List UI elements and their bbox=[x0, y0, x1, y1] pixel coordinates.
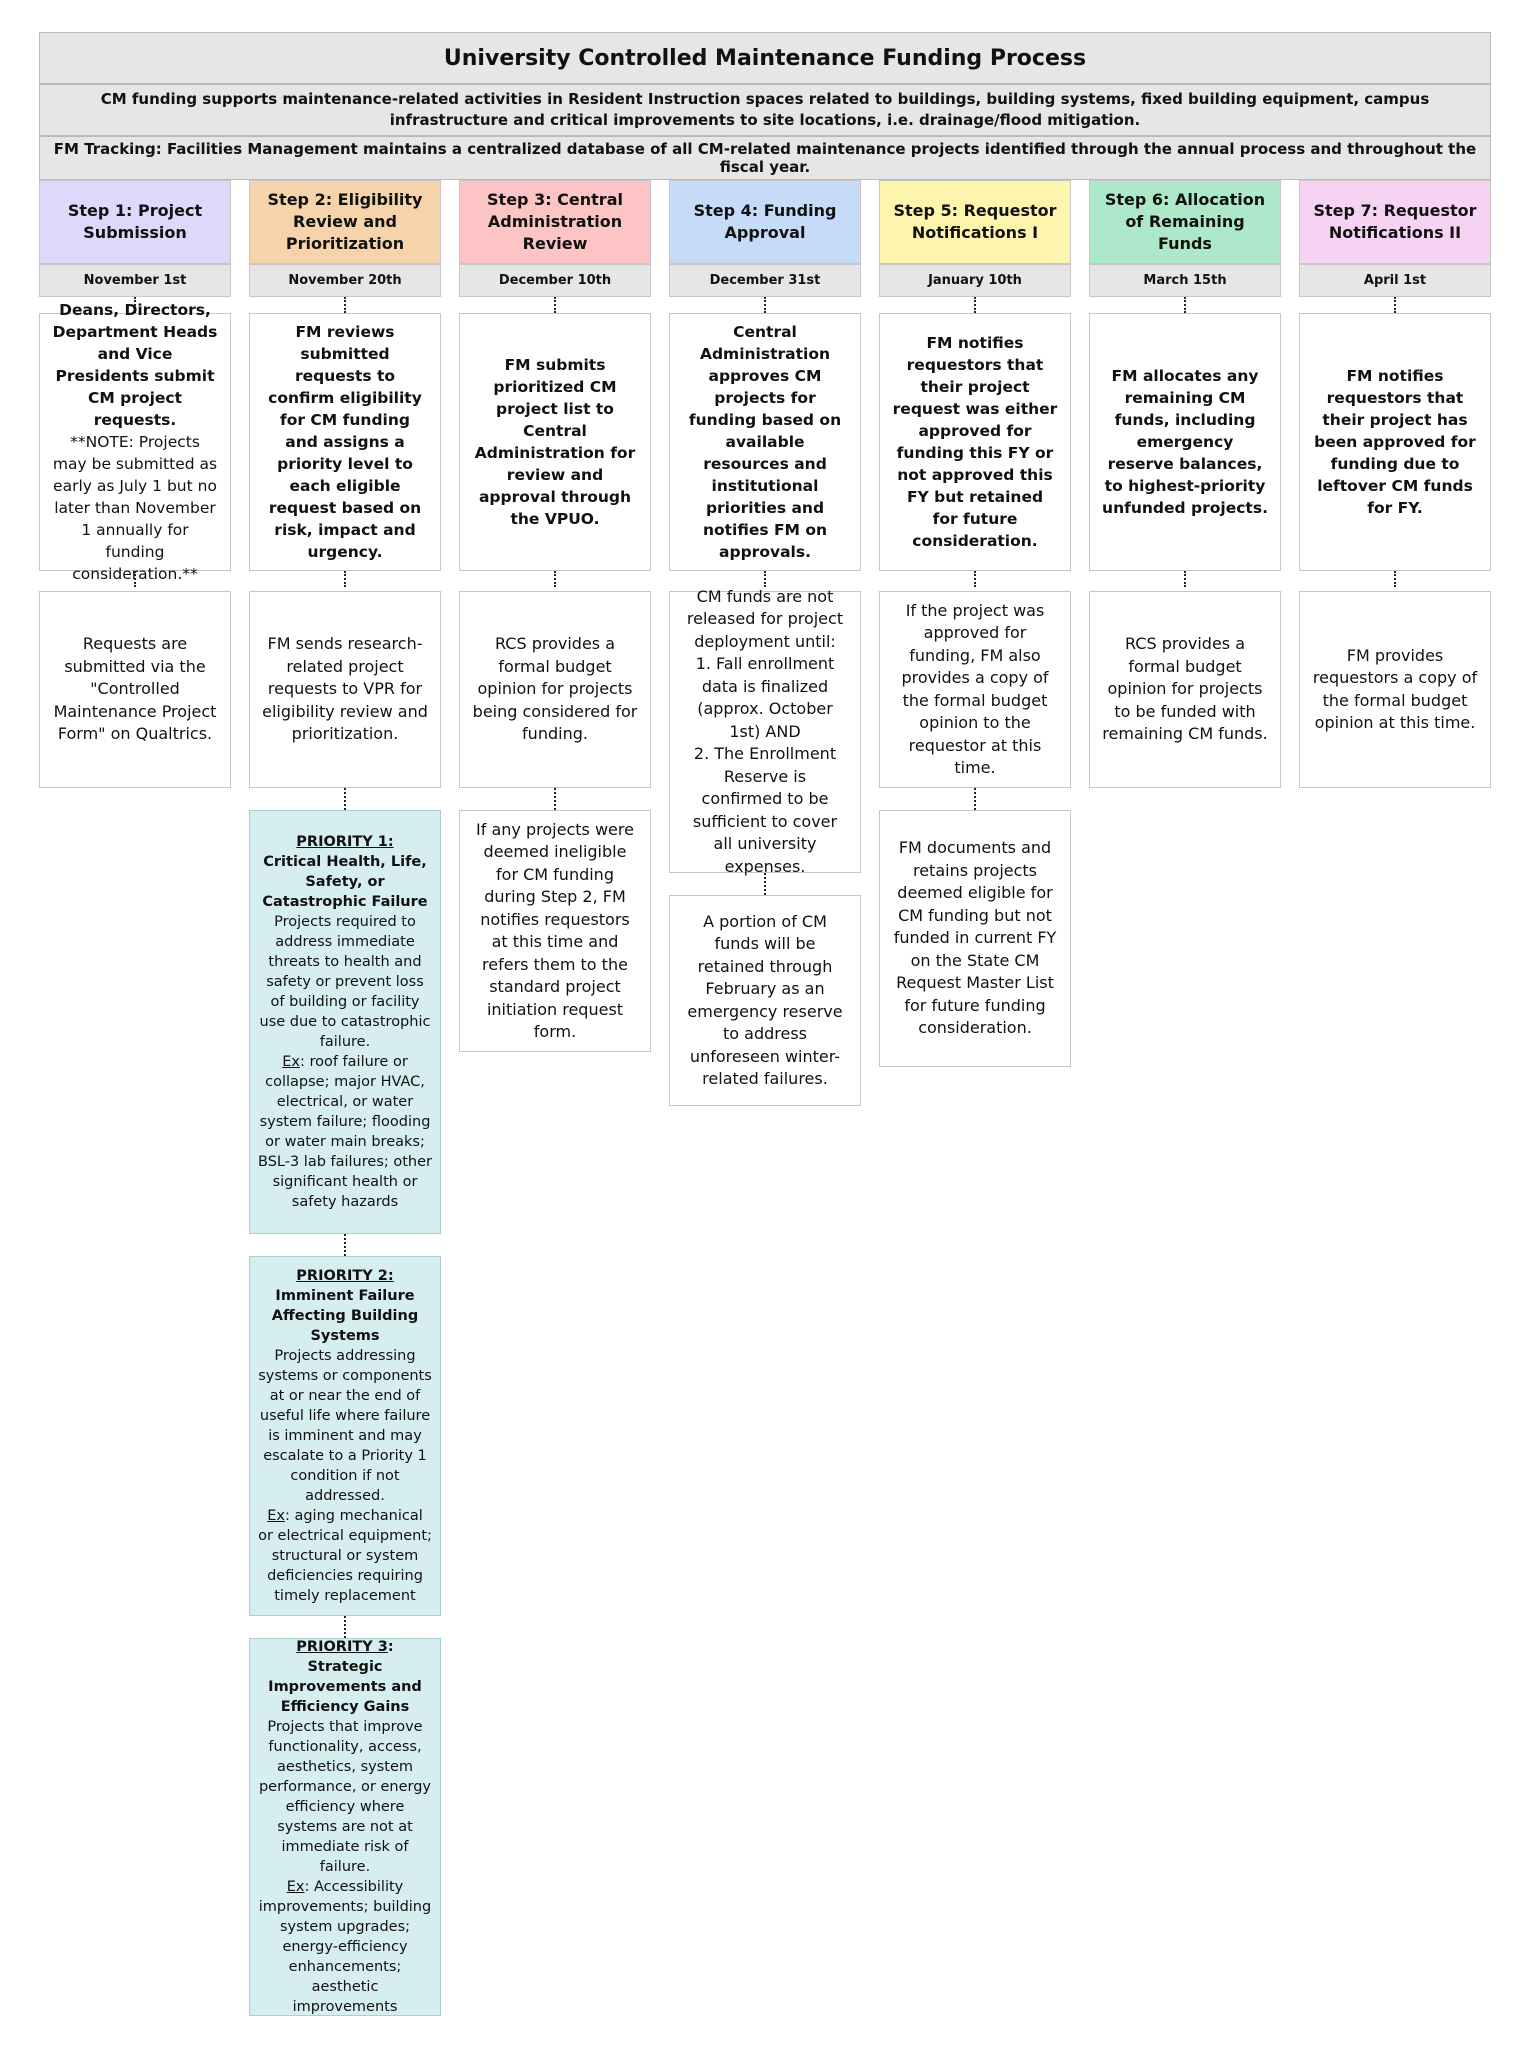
step-2-date: November 20th bbox=[249, 264, 441, 297]
priority-3-box bbox=[249, 1638, 441, 2016]
step-3-connector bbox=[554, 788, 556, 810]
step-6-connector bbox=[1184, 571, 1186, 587]
step-6-connector bbox=[1184, 297, 1186, 313]
priority-2-ex-label: Ex bbox=[267, 1508, 285, 1524]
step-1-detail: Requests are submitted via the "Controlled Maintenance Project Form" on Qualtrics. bbox=[39, 591, 231, 788]
priority-1-ex-text: : roof failure or collapse; major HVAC, electrical, or water system failure; flooding or water main breaks; BSL-3 lab failures; other significant health or safety hazards bbox=[258, 1054, 432, 1210]
priority-1-ex-label: Ex bbox=[282, 1054, 300, 1070]
priority-1-title: Critical Health, Life, Safety, or Catastrophic Failure bbox=[262, 854, 428, 910]
step-3-connector bbox=[554, 297, 556, 313]
step-7-date: April 1st bbox=[1299, 264, 1491, 297]
step-3-connector bbox=[554, 571, 556, 587]
tracking-banner: FM Tracking: Facilities Management maintains a centralized database of all CM-related maintenance projects identified through the annual process and throughout the fiscal year. bbox=[39, 136, 1491, 180]
priority-1-examples bbox=[258, 1052, 432, 1212]
step-3-detail: RCS provides a formal budget opinion for projects being considered for funding. bbox=[459, 591, 651, 788]
step-6-main: FM allocates any remaining CM funds, including emergency reserve balances, to highest-priority unfunded projects. bbox=[1089, 313, 1281, 571]
step-3-main: FM submits prioritized CM project list to Central Administration for review and approval through the VPUO. bbox=[459, 313, 651, 571]
priority-2-box bbox=[249, 1256, 441, 1616]
step-6-detail: RCS provides a formal budget opinion for projects to be funded with remaining CM funds. bbox=[1089, 591, 1281, 788]
step-4-detail-line: 2. The Enrollment Reserve is confirmed to be sufficient to cover all university expenses. bbox=[692, 744, 838, 876]
step-3-extra: If any projects were deemed ineligible for CM funding during Step 2, FM notifies requestors at this time and refers them to the standard project initiation request form. bbox=[459, 810, 651, 1052]
step-4-header: Step 4: Funding Approval bbox=[669, 180, 861, 264]
step-7-detail: FM provides requestors a copy of the formal budget opinion at this time. bbox=[1299, 591, 1491, 788]
step-4-connector bbox=[764, 297, 766, 313]
step-2-connector bbox=[344, 297, 346, 313]
step-2-main: FM reviews submitted requests to confirm eligibility for CM funding and assigns a priority level to each eligible request based on risk, impact and urgency. bbox=[249, 313, 441, 571]
step-1-main-text: Deans, Directors, Department Heads and Vice Presidents submit CM project requests. bbox=[52, 301, 218, 429]
step-5-header: Step 5: Requestor Notifications I bbox=[879, 180, 1071, 264]
priority-1-desc: Projects required to address immediate threats to health and safety or prevent loss of building or facility use due to catastrophic failure. bbox=[259, 914, 431, 1050]
step-2-detail: FM sends research-related project requests to VPR for eligibility review and prioritization. bbox=[249, 591, 441, 788]
step-4-detail-line: CM funds are not released for project deployment until: bbox=[686, 586, 844, 651]
priority-2-title: Imminent Failure Affecting Building Systems bbox=[271, 1288, 419, 1344]
step-7-connector bbox=[1394, 571, 1396, 587]
step-4-extra: A portion of CM funds will be retained through February as an emergency reserve to address unforeseen winter-related failures. bbox=[669, 895, 861, 1106]
priority-3-ex-text: : Accessibility improvements; building system upgrades; energy-efficiency enhancements; aesthetic improvements bbox=[258, 1879, 432, 2015]
step-5-detail: If the project was approved for funding, FM also provides a copy of the formal budget opinion to the requestor at this time. bbox=[879, 591, 1071, 788]
step-5-date: January 10th bbox=[879, 264, 1071, 297]
step-5-extra: FM documents and retains projects deemed eligible for CM funding but not funded in current FY on the State CM Request Master List for future funding consideration. bbox=[879, 810, 1071, 1067]
priority-1-label: PRIORITY 1: bbox=[296, 834, 394, 850]
step-2-connector bbox=[344, 788, 346, 810]
step-5-connector bbox=[974, 297, 976, 313]
page-title: University Controlled Maintenance Funding Process bbox=[39, 32, 1491, 84]
step-4-connector bbox=[764, 571, 766, 587]
step-7-connector bbox=[1394, 297, 1396, 313]
step-7-main: FM notifies requestors that their project has been approved for funding due to leftover CM funds for FY. bbox=[1299, 313, 1491, 571]
step-5-connector bbox=[974, 571, 976, 587]
priority-2-desc: Projects addressing systems or components at or near the end of useful life where failure is imminent and may escalate to a Priority 1 condition if not addressed. bbox=[258, 1348, 432, 1504]
priority-2-ex-text: : aging mechanical or electrical equipment; structural or system deficiencies requiring timely replacement bbox=[258, 1508, 432, 1604]
step-3-header: Step 3: Central Administration Review bbox=[459, 180, 651, 264]
priority-2-examples bbox=[258, 1506, 432, 1606]
priority-1-box bbox=[249, 810, 441, 1234]
step-1-date: November 1st bbox=[39, 264, 231, 297]
step-4-connector bbox=[764, 873, 766, 895]
step-1-connector bbox=[134, 571, 136, 587]
priority-connector bbox=[344, 1616, 346, 1638]
step-5-connector bbox=[974, 788, 976, 810]
priority-2-label: PRIORITY 2: bbox=[296, 1268, 394, 1284]
step-3-date: December 10th bbox=[459, 264, 651, 297]
step-7-header: Step 7: Requestor Notifications II bbox=[1299, 180, 1491, 264]
priority-3-label: PRIORITY 3 bbox=[296, 1639, 388, 1655]
step-4-main: Central Administration approves CM projects for funding based on available resources and institutional priorities and notifies FM on approvals. bbox=[669, 313, 861, 571]
step-5-main: FM notifies requestors that their project request was either approved for funding this FY or not approved this FY but retained for future consideration. bbox=[879, 313, 1071, 571]
priority-3-label-suffix: : bbox=[387, 1639, 394, 1655]
priority-3-ex-label: Ex bbox=[286, 1879, 305, 1895]
step-4-detail bbox=[669, 586, 861, 876]
step-2-header: Step 2: Eligibility Review and Prioritization bbox=[249, 180, 441, 264]
priority-connector bbox=[344, 1234, 346, 1256]
priority-3-examples bbox=[258, 1877, 432, 2017]
intro-banner: CM funding supports maintenance-related activities in Resident Instruction spaces related to buildings, building systems, fixed building equipment, campus infrastructure and critical improvements to site locations, i.e. drainage/flood mitigation. bbox=[39, 84, 1491, 136]
step-4-detail-line: 1. Fall enrollment data is finalized (approx. October 1st) AND bbox=[695, 654, 835, 741]
step-4-date: December 31st bbox=[669, 264, 861, 297]
step-6-header: Step 6: Allocation of Remaining Funds bbox=[1089, 180, 1281, 264]
step-1-main bbox=[39, 301, 231, 583]
step-1-header: Step 1: Project Submission bbox=[39, 180, 231, 264]
priority-3-label-line bbox=[296, 1637, 393, 1657]
step-6-date: March 15th bbox=[1089, 264, 1281, 297]
priority-3-title: Strategic Improvements and Efficiency Gains bbox=[268, 1659, 422, 1715]
priority-3-desc: Projects that improve functionality, access, aesthetics, system performance, or energy efficiency where systems are not at immediate risk of failure. bbox=[258, 1719, 432, 1875]
step-2-connector bbox=[344, 571, 346, 587]
step-1-note: **NOTE: Projects may be submitted as early as July 1 but no later than November 1 annually for funding consideration.** bbox=[52, 433, 218, 583]
